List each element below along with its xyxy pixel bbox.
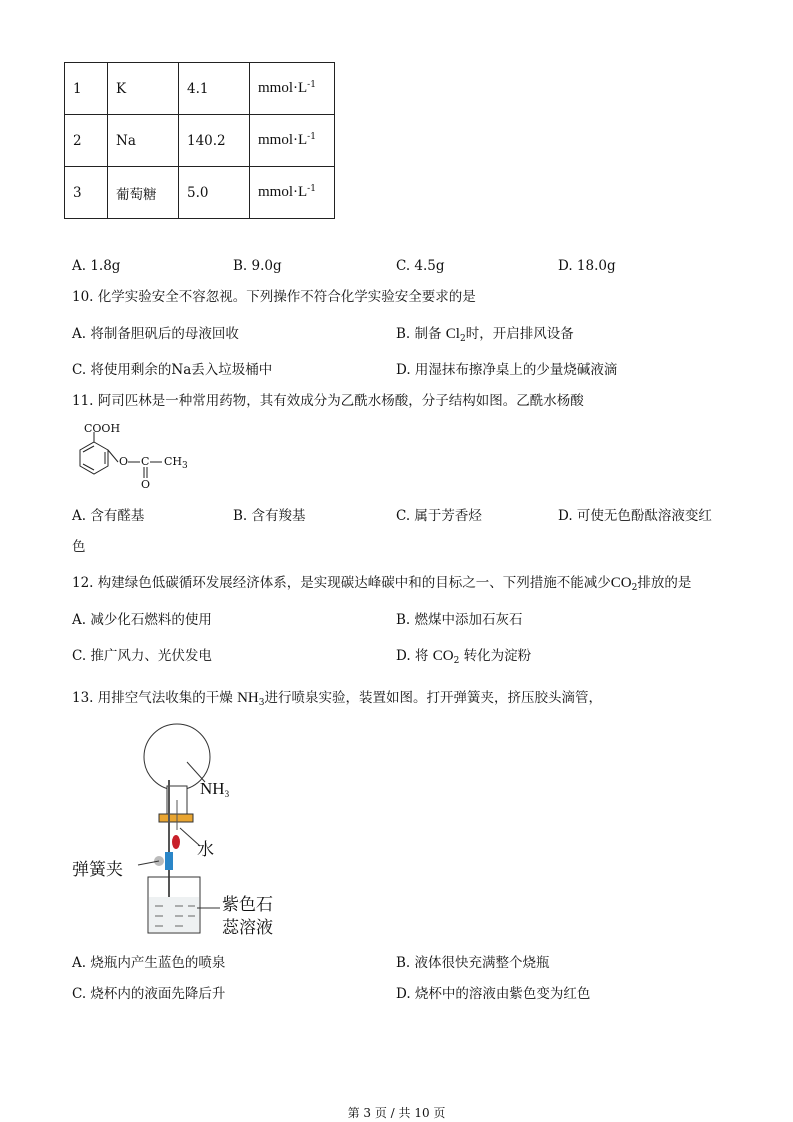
item-name: 葡萄糖 bbox=[108, 167, 179, 219]
item-name: Na bbox=[108, 115, 179, 167]
q13-option-d: D. 烧杯中的溶液由紫色变为红色 bbox=[396, 986, 591, 1002]
q12-option-b: B. 燃煤中添加石灰石 bbox=[396, 612, 523, 628]
unit: $mmol\cdot L^{-1}$ bbox=[250, 115, 335, 167]
q13-stem: 13. 用排空气法收集的干燥 $NH_3$进行喷泉实验，装置如图。打开弹簧夹，挤压胶头滴管， bbox=[72, 690, 602, 708]
aspirin-structure: COOH O C $CH_3$ O bbox=[64, 420, 204, 495]
item-value: 140.2 bbox=[179, 115, 250, 167]
item-value: 4.1 bbox=[179, 63, 250, 115]
table-row bbox=[65, 63, 335, 115]
q11-option-d-wrap: 色 bbox=[72, 539, 86, 555]
fountain-apparatus-figure: $NH_3$ 水 弹簧夹 紫色石 蕊溶液 bbox=[60, 720, 300, 950]
q13-option-a: A. 烧瓶内产生蓝色的喷泉 bbox=[72, 955, 226, 971]
q10-stem: 10. 化学实验安全不容忽视。下列操作不符合化学实验安全要求的是 bbox=[72, 289, 476, 305]
row-number: 3 bbox=[65, 167, 108, 219]
q10-option-d: D. 用湿抹布擦净桌上的少量烧碱液滴 bbox=[396, 362, 618, 378]
row-number: 2 bbox=[65, 115, 108, 167]
page-footer: 第 3 页 / 共 10 页 bbox=[347, 1106, 446, 1120]
q10-option-a: A. 将制备胆矾后的母液回收 bbox=[72, 326, 239, 342]
q11-stem: 11. 阿司匹林是一种常用药物，其有效成分为乙酰水杨酸，分子结构如图。乙酰水杨酸 bbox=[72, 393, 584, 409]
row-number: 1 bbox=[65, 63, 108, 115]
table-row bbox=[65, 115, 335, 167]
q11-option-d: D. 可使无色酚酞溶液变红 bbox=[558, 508, 712, 524]
q10-option-c: C. 将使用剩余的Na丢入垃圾桶中 bbox=[72, 362, 273, 378]
q13-option-b: B. 液体很快充满整个烧瓶 bbox=[396, 955, 550, 971]
q12-option-c: C. 推广风力、光伏发电 bbox=[72, 648, 212, 664]
data-table bbox=[64, 62, 335, 219]
item-name: K bbox=[108, 63, 179, 115]
unit: $mmol\cdot L^{-1}$ bbox=[250, 167, 335, 219]
q11-option-c: C. 属于芳香烃 bbox=[396, 508, 482, 524]
q11-option-b: B. 含有羧基 bbox=[233, 508, 306, 524]
q9-option-a: A. 1.8g bbox=[72, 258, 121, 274]
q11-option-a: A. 含有醛基 bbox=[72, 508, 145, 524]
q12-option-d: D. 将 $CO_2$ 转化为淀粉 bbox=[396, 648, 532, 666]
q12-option-a: A. 减少化石燃料的使用 bbox=[72, 612, 212, 628]
q9-option-c: C. 4.5g bbox=[396, 258, 445, 274]
q13-option-c: C. 烧杯内的液面先降后升 bbox=[72, 986, 226, 1002]
q12-stem: 12. 构建绿色低碳循环发展经济体系，是实现碳达峰碳中和的目标之一、下列措施不能减少$CO_2$排放的是 bbox=[72, 575, 692, 593]
item-value: 5.0 bbox=[179, 167, 250, 219]
table-row bbox=[65, 167, 335, 219]
q10-option-b: B. 制备 $Cl_2$时，开启排风设备 bbox=[396, 326, 574, 344]
q9-option-b: B. 9.0g bbox=[233, 258, 282, 274]
unit: $mmol\cdot L^{-1}$ bbox=[250, 63, 335, 115]
q9-option-d: D. 18.0g bbox=[558, 258, 616, 274]
